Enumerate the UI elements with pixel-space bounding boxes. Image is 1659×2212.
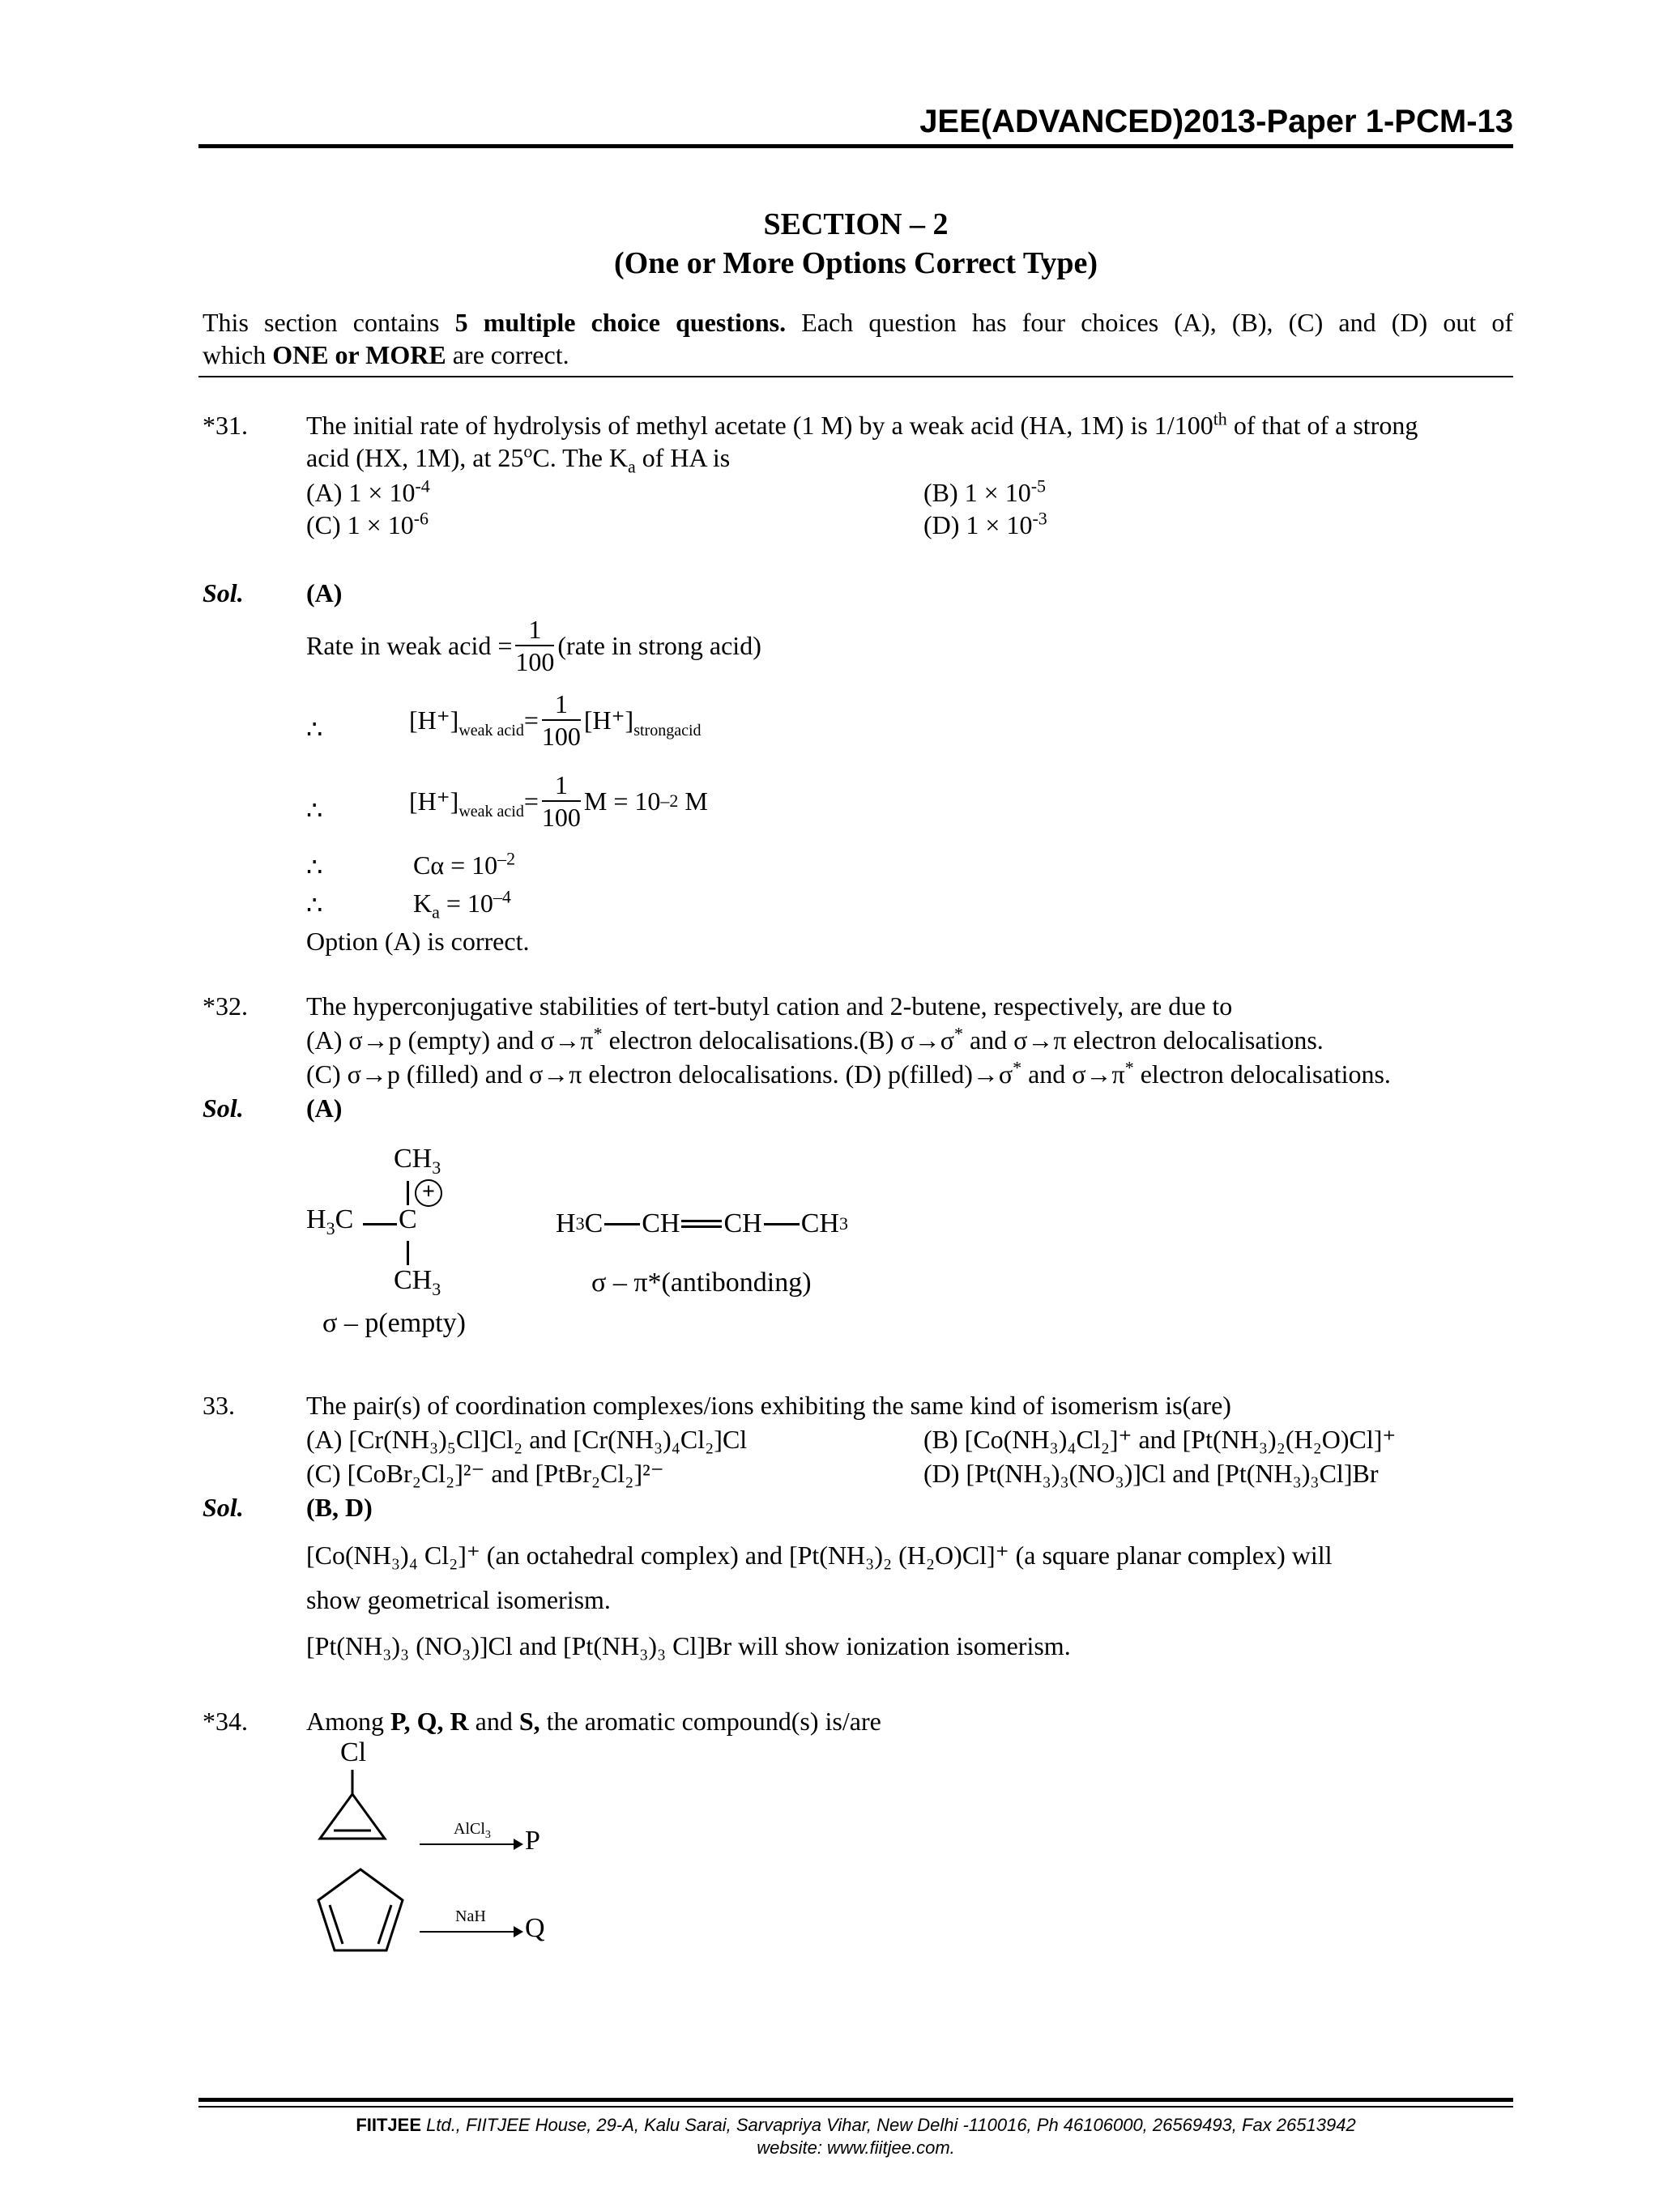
reagent-alcl3: AlCl$_3$ bbox=[454, 1820, 491, 1841]
butene-structure: H 3 C CH CH CH 3 bbox=[556, 1208, 848, 1238]
intro-rule bbox=[198, 376, 1513, 377]
chlorocyclopropene-structure bbox=[308, 1766, 397, 1847]
reaction-arrow-1 bbox=[420, 1843, 517, 1845]
footer-address: FIITJEE Ltd., FIITJEE House, 29-A, Kalu Sarai, Sarvapriya Vihar, New Delhi -110016, Ph 46106000, 26569493, Fax 26513942 bbox=[356, 2115, 1356, 2135]
solution-label: Sol. bbox=[203, 1493, 244, 1522]
option-b: (B) [Co(NH₃)₄Cl₂]⁺ and [Pt(NH₃)₂(H₂O)Cl]⁺ bbox=[923, 1425, 1397, 1454]
h-plus-equation: [H⁺] weak acid = $\frac{1}{100}$ [H⁺] strongacid bbox=[409, 689, 702, 751]
page-header: JEE(ADVANCED)2013-Paper 1-PCM-13 bbox=[919, 104, 1513, 139]
tert-butyl-ch3-bottom: $CH_3$ bbox=[394, 1265, 441, 1299]
product-q: Q bbox=[525, 1913, 545, 1943]
conclusion: Option (A) is correct. bbox=[306, 927, 530, 956]
bond-vertical-bottom bbox=[407, 1241, 409, 1265]
arrow-head-2 bbox=[514, 1926, 523, 1937]
solution-answer: (A) bbox=[306, 578, 343, 607]
h-plus-molar-equation: [H⁺] weak acid = $\frac{1}{100}$ M = 10 –2 M bbox=[409, 770, 708, 832]
therefore-symbol: ∴ bbox=[306, 852, 323, 881]
fraction: $\frac{1}{100}$ bbox=[541, 770, 581, 832]
option-d: (D) $1 \times 10^{-3}$ bbox=[923, 508, 1047, 539]
solution-line-1: [Co(NH₃)₄ Cl₂]⁺ (an octahedral complex) and [Pt(NH₃)₂ (H₂O)Cl]⁺ (a square planar complex) will bbox=[306, 1541, 1333, 1570]
sigma-p-label: σ – p(empty) bbox=[322, 1308, 466, 1338]
product-p: P bbox=[525, 1826, 540, 1856]
option-a: (A) $1 \times 10^{-4}$ bbox=[306, 475, 430, 507]
option-c: (C) [CoBr₂Cl₂]²⁻ and [PtBr₂Cl₂]²⁻ bbox=[306, 1459, 664, 1488]
solution-answer: (A) bbox=[306, 1093, 343, 1123]
fraction: $\frac{1}{100}$ bbox=[541, 689, 581, 751]
section-title: SECTION – 2 bbox=[763, 207, 949, 241]
question-stem-line2: acid (HX, 1M), at 25$^o$C. The $K_a$ of HA is bbox=[306, 441, 731, 477]
option-b: (B) $1 \times 10^{-5}$ bbox=[923, 475, 1047, 507]
solution-line-2: show geometrical isomerism. bbox=[306, 1585, 611, 1614]
solution-label: Sol. bbox=[203, 578, 244, 607]
solution-label: Sol. bbox=[203, 1093, 244, 1123]
central-carbon: C bbox=[399, 1204, 417, 1234]
therefore-symbol: ∴ bbox=[306, 795, 323, 825]
footer-website: website: www.fiitjee.com. bbox=[757, 2137, 955, 2158]
question-stem: The hyperconjugative stabilities of tert-butyl cation and 2-butene, respectively, are due to bbox=[306, 991, 1233, 1021]
therefore-symbol: ∴ bbox=[306, 890, 323, 919]
ka-equation: $K_a = 10^{-4}$ bbox=[413, 886, 511, 923]
tert-butyl-h3c: $H_3C$ bbox=[306, 1204, 354, 1238]
solution-answer: (B, D) bbox=[306, 1493, 373, 1522]
single-bond bbox=[764, 1223, 800, 1225]
bond-vertical-top bbox=[407, 1181, 409, 1205]
arrow-head-1 bbox=[514, 1839, 523, 1850]
question-stem: The pair(s) of coordination complexes/ions exhibiting the same kind of isomerism is(are) bbox=[306, 1391, 1231, 1420]
single-bond bbox=[604, 1223, 640, 1225]
section-intro: This section contains 5 multiple choice questions. Each question has four choices (A), (B), (C) and (D) out of bbox=[203, 308, 1514, 337]
section-intro-2: which ONE or MORE are correct. bbox=[203, 340, 569, 369]
question-number: *32. bbox=[203, 991, 248, 1021]
sigma-pi-label: σ – π*(antibonding) bbox=[591, 1268, 812, 1298]
double-bond bbox=[681, 1220, 722, 1228]
options-line-1: (A) σ→p (empty) and σ→π* electron delocalisations.(B) σ→σ* and σ→π electron delocalisations. bbox=[306, 1023, 1324, 1055]
question-stem-line1: The initial rate of hydrolysis of methyl acetate (1 M) by a weak acid (HA, 1M) is 1/100th of that of a strong bbox=[306, 408, 1418, 440]
solution-line-3: [Pt(NH₃)₃ (NO₃)]Cl and [Pt(NH₃)₃ Cl]Br will show ionization isomerism. bbox=[306, 1631, 1071, 1660]
footer-rule-thick bbox=[198, 2098, 1513, 2102]
tert-butyl-ch3-top: $CH_3$ bbox=[394, 1144, 441, 1178]
fraction: $\frac{1}{100}$ bbox=[515, 615, 555, 676]
question-number: *31. bbox=[203, 411, 248, 440]
question-stem: Among P, Q, R and S, the aromatic compound(s) is/are bbox=[306, 1707, 881, 1736]
footer-rule-thin bbox=[198, 2106, 1513, 2108]
reaction-arrow-2 bbox=[420, 1931, 517, 1933]
reagent-nah: NaH bbox=[455, 1907, 486, 1925]
rate-equation: Rate in weak acid = $\frac{1}{100}$ (rate in strong acid) bbox=[306, 615, 761, 676]
positive-charge-icon: + bbox=[415, 1179, 442, 1207]
option-a: (A) [Cr(NH₃)₅Cl]Cl₂ and [Cr(NH₃)₄Cl₂]Cl bbox=[306, 1425, 748, 1454]
option-c: (C) $1 \times 10^{-6}$ bbox=[306, 508, 429, 539]
therefore-symbol: ∴ bbox=[306, 714, 323, 744]
option-d: (D) [Pt(NH₃)₃(NO₃)]Cl and [Pt(NH₃)₃Cl]Br bbox=[923, 1459, 1379, 1488]
c-alpha-equation: $C\alpha = 10^{-2}$ bbox=[413, 848, 516, 880]
section-subtitle: (One or More Options Correct Type) bbox=[614, 246, 1098, 280]
cyclopentadiene-structure bbox=[312, 1863, 409, 1960]
chloro-label: Cl bbox=[340, 1737, 367, 1767]
options-line-2: (C) σ→p (filled) and σ→π electron delocalisations. (D) p(filled)→σ* and σ→π* electron delocalisations. bbox=[306, 1057, 1391, 1089]
question-number: 33. bbox=[203, 1391, 235, 1420]
header-rule bbox=[198, 144, 1513, 148]
bond-horizontal bbox=[363, 1223, 397, 1225]
question-number: *34. bbox=[203, 1707, 248, 1736]
